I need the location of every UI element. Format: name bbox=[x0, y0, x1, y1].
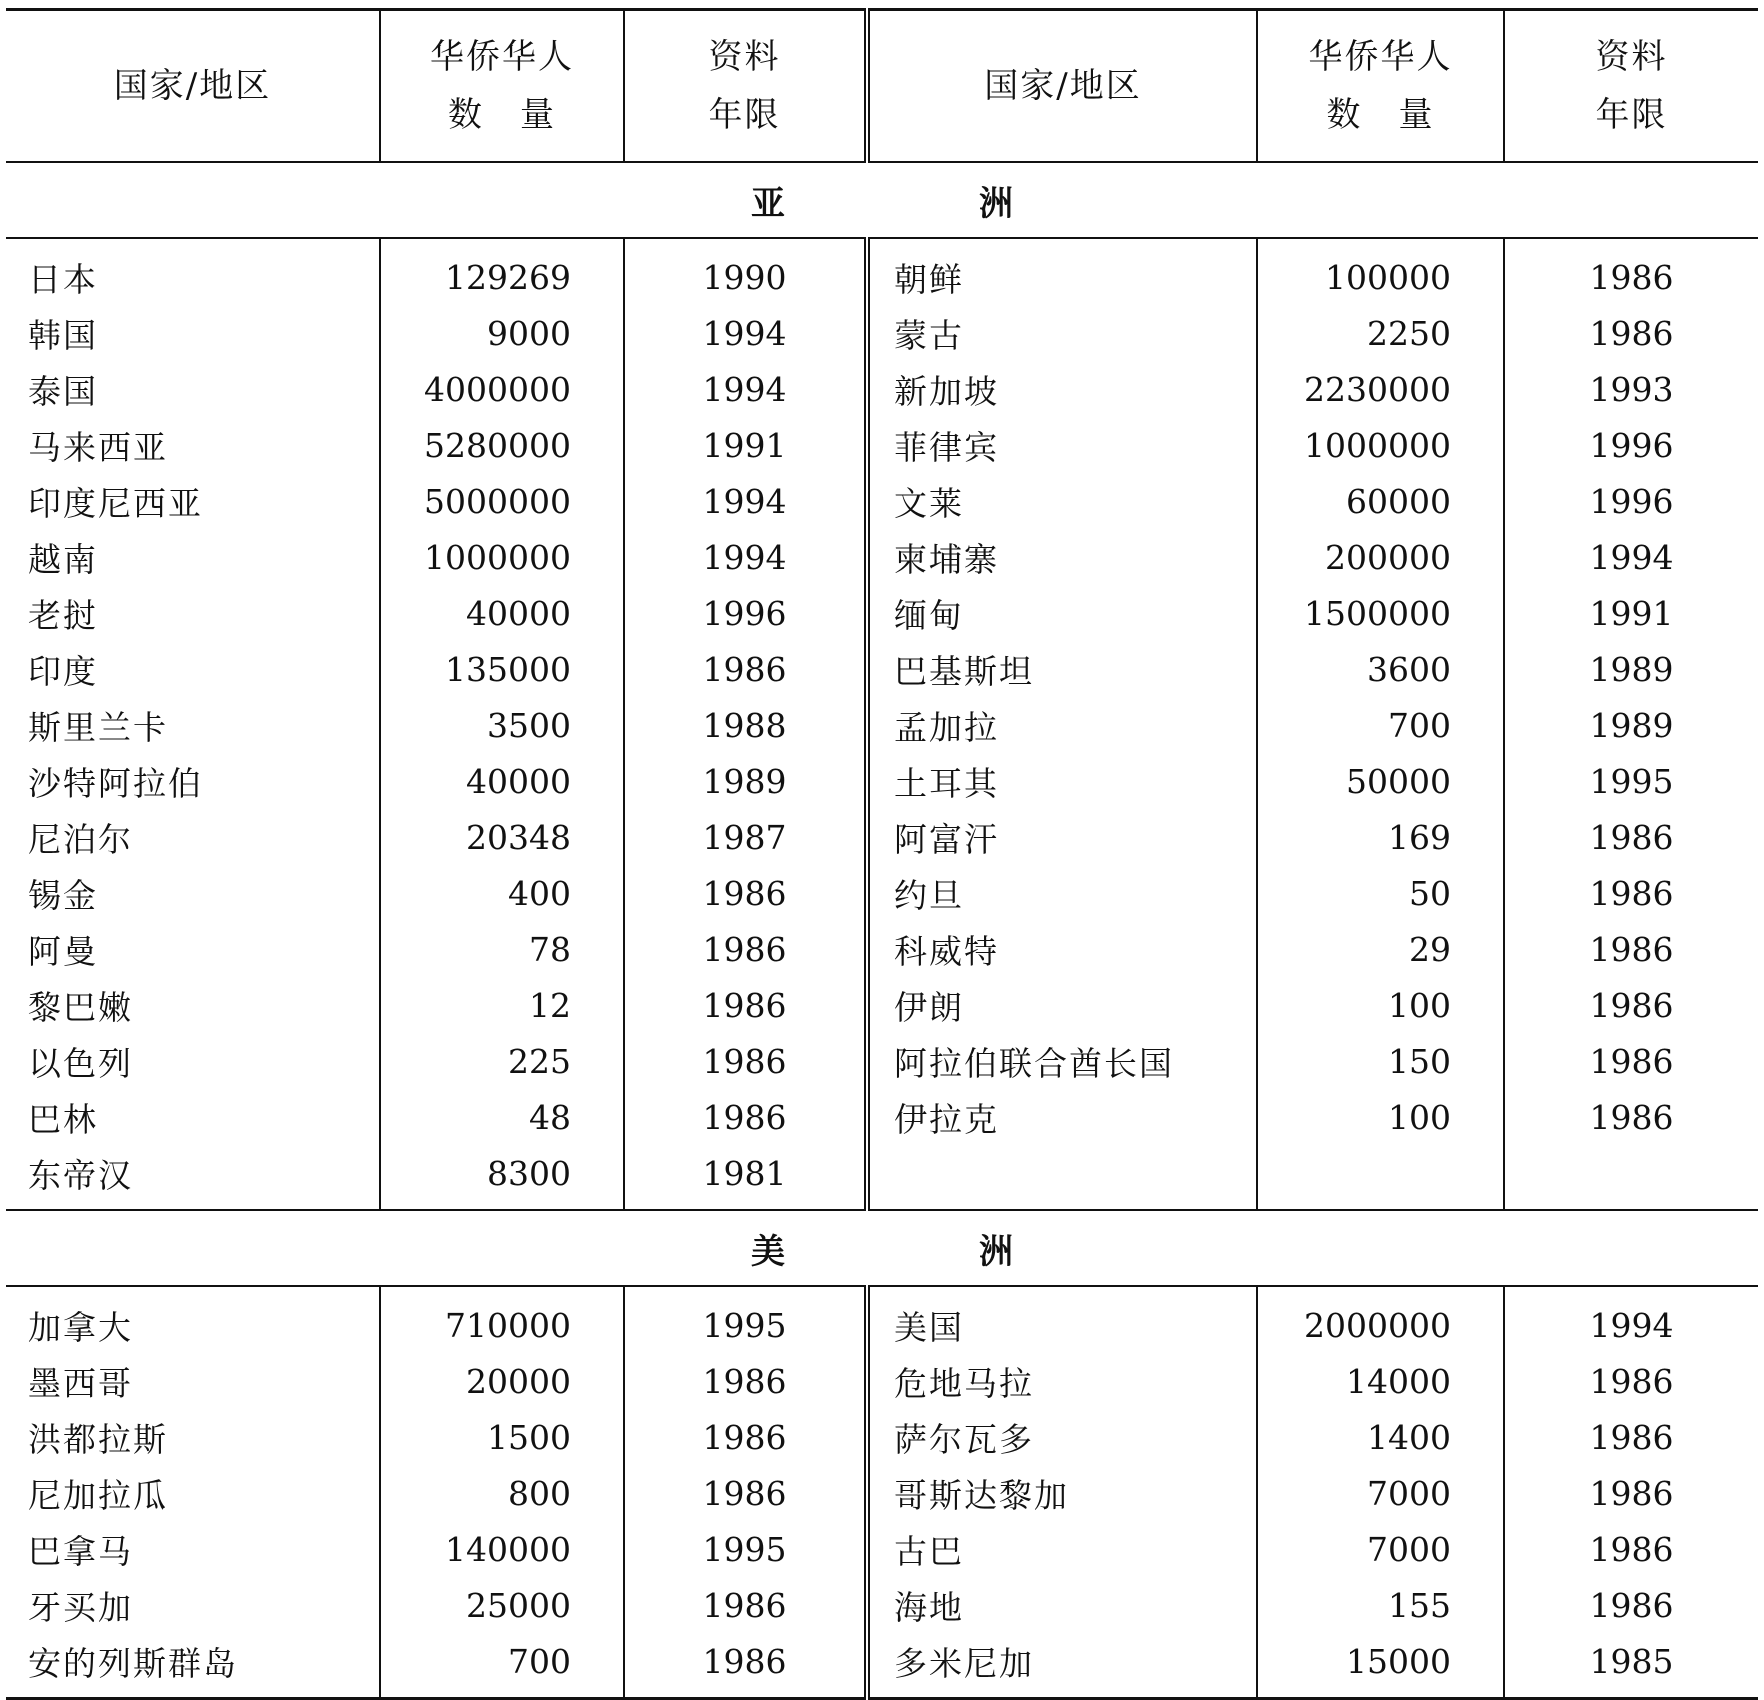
count-cell-left: 225 bbox=[380, 1033, 624, 1089]
year-cell-left: 1986 bbox=[624, 1465, 867, 1521]
header-count-left bbox=[380, 10, 624, 163]
count-cell-right: 50000 bbox=[1257, 753, 1504, 809]
year-cell-right: 1986 bbox=[1504, 305, 1758, 361]
count-cell-left: 12 bbox=[380, 977, 624, 1033]
country-cell-left: 巴拿马 bbox=[28, 1531, 133, 1571]
count-cell-right: 150 bbox=[1257, 1033, 1504, 1089]
year-cell-right bbox=[1504, 1145, 1758, 1210]
table-row bbox=[6, 238, 1758, 305]
year-cell-right: 1989 bbox=[1504, 641, 1758, 697]
country-cell-left: 沙特阿拉伯 bbox=[28, 763, 203, 803]
country-cell-left: 以色列 bbox=[28, 1043, 133, 1083]
header-year-right bbox=[1504, 10, 1758, 163]
year-cell-right: 1986 bbox=[1504, 1089, 1758, 1145]
count-cell-left: 78 bbox=[380, 921, 624, 977]
country-cell-right: 孟加拉 bbox=[867, 697, 1257, 753]
header-year-line1: 资料 bbox=[708, 37, 781, 77]
year-cell-left: 1990 bbox=[624, 238, 867, 305]
count-cell-right: 700 bbox=[1257, 697, 1504, 753]
count-cell-right: 100 bbox=[1257, 1089, 1504, 1145]
country-cell-left: 尼泊尔 bbox=[28, 819, 133, 859]
table-row bbox=[6, 1465, 1758, 1521]
header-year-line1: 资料 bbox=[1595, 37, 1668, 77]
table-row bbox=[6, 1633, 1758, 1699]
table-row bbox=[6, 921, 1758, 977]
year-cell-right: 1991 bbox=[1504, 585, 1758, 641]
year-cell-right: 1995 bbox=[1504, 753, 1758, 809]
year-cell-left: 1981 bbox=[624, 1145, 867, 1210]
count-cell-left: 1500 bbox=[380, 1409, 624, 1465]
year-cell-left: 1994 bbox=[624, 305, 867, 361]
count-cell-left: 20000 bbox=[380, 1353, 624, 1409]
region-title: 美 洲 bbox=[6, 1210, 1758, 1286]
table-row bbox=[6, 585, 1758, 641]
table-row bbox=[6, 305, 1758, 361]
count-cell-right: 3600 bbox=[1257, 641, 1504, 697]
country-cell-right: 柬埔寨 bbox=[867, 529, 1257, 585]
year-cell-right: 1986 bbox=[1504, 1465, 1758, 1521]
count-cell-left: 3500 bbox=[380, 697, 624, 753]
count-cell-left: 1000000 bbox=[380, 529, 624, 585]
year-cell-right: 1996 bbox=[1504, 473, 1758, 529]
table-row bbox=[6, 1145, 1758, 1210]
year-cell-left: 1986 bbox=[624, 921, 867, 977]
country-cell-left: 尼加拉瓜 bbox=[28, 1475, 168, 1515]
header-count-line1: 华侨华人 bbox=[1308, 37, 1453, 77]
year-cell-right: 1993 bbox=[1504, 361, 1758, 417]
country-cell-left: 东帝汉 bbox=[28, 1155, 133, 1195]
table-row bbox=[6, 417, 1758, 473]
year-cell-left: 1996 bbox=[624, 585, 867, 641]
header-count-line2: 数 量 bbox=[1326, 95, 1435, 135]
country-cell-left: 阿曼 bbox=[28, 931, 98, 971]
year-cell-right: 1996 bbox=[1504, 417, 1758, 473]
count-cell-right: 60000 bbox=[1257, 473, 1504, 529]
country-cell-right: 约旦 bbox=[867, 865, 1257, 921]
country-cell-left: 洪都拉斯 bbox=[28, 1419, 168, 1459]
count-cell-left: 40000 bbox=[380, 585, 624, 641]
table-row bbox=[6, 865, 1758, 921]
country-cell-right: 巴基斯坦 bbox=[867, 641, 1257, 697]
table-row bbox=[6, 1521, 1758, 1577]
year-cell-left: 1991 bbox=[624, 417, 867, 473]
year-cell-right: 1985 bbox=[1504, 1633, 1758, 1699]
count-cell-left: 25000 bbox=[380, 1577, 624, 1633]
table-row bbox=[6, 809, 1758, 865]
country-cell-left: 墨西哥 bbox=[28, 1363, 133, 1403]
year-cell-left: 1994 bbox=[624, 361, 867, 417]
country-cell-left: 老挝 bbox=[28, 595, 98, 635]
count-cell-right: 100000 bbox=[1257, 238, 1504, 305]
header-country-left: 国家/地区 bbox=[6, 10, 380, 163]
year-cell-right: 1986 bbox=[1504, 1353, 1758, 1409]
year-cell-left: 1986 bbox=[624, 1409, 867, 1465]
table-row bbox=[6, 1286, 1758, 1353]
count-cell-left: 20348 bbox=[380, 809, 624, 865]
count-cell-right: 1500000 bbox=[1257, 585, 1504, 641]
count-cell-right: 2230000 bbox=[1257, 361, 1504, 417]
year-cell-left: 1995 bbox=[624, 1521, 867, 1577]
year-cell-left: 1986 bbox=[624, 1577, 867, 1633]
table-row bbox=[6, 1577, 1758, 1633]
table-row bbox=[6, 529, 1758, 585]
count-cell-right: 2000000 bbox=[1257, 1286, 1504, 1353]
year-cell-right: 1986 bbox=[1504, 238, 1758, 305]
country-cell-left: 斯里兰卡 bbox=[28, 707, 168, 747]
country-cell-left: 印度尼西亚 bbox=[28, 483, 203, 523]
count-cell-left: 700 bbox=[380, 1633, 624, 1699]
country-cell-right: 阿拉伯联合酋长国 bbox=[867, 1033, 1257, 1089]
year-cell-right: 1986 bbox=[1504, 1577, 1758, 1633]
region-header-row bbox=[6, 162, 1758, 238]
count-cell-left: 140000 bbox=[380, 1521, 624, 1577]
count-cell-right: 1400 bbox=[1257, 1409, 1504, 1465]
table-row bbox=[6, 1033, 1758, 1089]
count-cell-right: 29 bbox=[1257, 921, 1504, 977]
year-cell-left: 1994 bbox=[624, 529, 867, 585]
table-row bbox=[6, 697, 1758, 753]
country-cell-right: 土耳其 bbox=[867, 753, 1257, 809]
country-cell-right: 文莱 bbox=[867, 473, 1257, 529]
country-cell-right: 海地 bbox=[867, 1577, 1257, 1633]
country-cell-left: 巴林 bbox=[28, 1099, 98, 1139]
table-row bbox=[6, 1409, 1758, 1465]
count-cell-right: 1000000 bbox=[1257, 417, 1504, 473]
country-cell-right bbox=[867, 1145, 1257, 1210]
country-cell-left: 泰国 bbox=[28, 371, 98, 411]
country-cell-left: 安的列斯群岛 bbox=[6, 1633, 380, 1699]
header-year-left bbox=[624, 10, 867, 163]
year-cell-right: 1986 bbox=[1504, 809, 1758, 865]
country-cell-right: 多米尼加 bbox=[867, 1633, 1257, 1699]
country-cell-right: 哥斯达黎加 bbox=[867, 1465, 1257, 1521]
count-cell-right: 100 bbox=[1257, 977, 1504, 1033]
count-cell-right: 2250 bbox=[1257, 305, 1504, 361]
header-count-line1: 华侨华人 bbox=[430, 37, 574, 77]
country-cell-right: 缅甸 bbox=[867, 585, 1257, 641]
year-cell-right: 1986 bbox=[1504, 921, 1758, 977]
table-row bbox=[6, 641, 1758, 697]
count-cell-right: 200000 bbox=[1257, 529, 1504, 585]
year-cell-right: 1986 bbox=[1504, 1409, 1758, 1465]
header-count-line2: 数 量 bbox=[448, 95, 556, 135]
country-cell-right: 蒙古 bbox=[867, 305, 1257, 361]
count-cell-right: 155 bbox=[1257, 1577, 1504, 1633]
year-cell-left: 1986 bbox=[624, 1633, 867, 1699]
table-body bbox=[6, 162, 1758, 1699]
table-row bbox=[6, 753, 1758, 809]
country-cell-left: 牙买加 bbox=[28, 1587, 133, 1627]
country-cell-left: 日本 bbox=[28, 259, 98, 299]
country-cell-right: 伊拉克 bbox=[867, 1089, 1257, 1145]
year-cell-right: 1986 bbox=[1504, 865, 1758, 921]
country-cell-left: 越南 bbox=[28, 539, 98, 579]
count-cell-right: 7000 bbox=[1257, 1465, 1504, 1521]
region-title: 亚 洲 bbox=[6, 162, 1758, 238]
count-cell-right: 15000 bbox=[1257, 1633, 1504, 1699]
table-row bbox=[6, 1089, 1758, 1145]
year-cell-left: 1986 bbox=[624, 1353, 867, 1409]
year-cell-left: 1987 bbox=[624, 809, 867, 865]
count-cell-right: 7000 bbox=[1257, 1521, 1504, 1577]
count-cell-left: 4000000 bbox=[380, 361, 624, 417]
count-cell-left: 400 bbox=[380, 865, 624, 921]
year-cell-right: 1986 bbox=[1504, 1521, 1758, 1577]
year-cell-left: 1988 bbox=[624, 697, 867, 753]
country-cell-right: 科威特 bbox=[867, 921, 1257, 977]
count-cell-left: 40000 bbox=[380, 753, 624, 809]
table-row bbox=[6, 361, 1758, 417]
year-cell-right: 1989 bbox=[1504, 697, 1758, 753]
count-cell-right: 169 bbox=[1257, 809, 1504, 865]
country-cell-right: 伊朗 bbox=[867, 977, 1257, 1033]
year-cell-left: 1986 bbox=[624, 1089, 867, 1145]
year-cell-right: 1986 bbox=[1504, 977, 1758, 1033]
year-cell-left: 1986 bbox=[624, 977, 867, 1033]
overseas-chinese-table bbox=[6, 8, 1758, 1700]
year-cell-right: 1994 bbox=[1504, 1286, 1758, 1353]
country-cell-left: 马来西亚 bbox=[28, 427, 168, 467]
region-header-row bbox=[6, 1210, 1758, 1286]
country-cell-left: 黎巴嫩 bbox=[28, 987, 133, 1027]
header-year-line2: 年限 bbox=[1595, 95, 1668, 135]
table-row bbox=[6, 1353, 1758, 1409]
count-cell-left: 710000 bbox=[380, 1286, 624, 1353]
country-cell-right: 萨尔瓦多 bbox=[867, 1409, 1257, 1465]
country-cell-left: 韩国 bbox=[28, 315, 98, 355]
table-row bbox=[6, 473, 1758, 529]
country-cell-left: 加拿大 bbox=[28, 1307, 133, 1347]
count-cell-left: 5000000 bbox=[380, 473, 624, 529]
header-count-right bbox=[1257, 10, 1504, 163]
header-year-line2: 年限 bbox=[708, 95, 781, 135]
country-cell-right: 美国 bbox=[867, 1286, 1257, 1353]
country-cell-right: 菲律宾 bbox=[867, 417, 1257, 473]
year-cell-left: 1986 bbox=[624, 641, 867, 697]
table-row bbox=[6, 977, 1758, 1033]
year-cell-left: 1989 bbox=[624, 753, 867, 809]
country-cell-right: 古巴 bbox=[867, 1521, 1257, 1577]
year-cell-right: 1986 bbox=[1504, 1033, 1758, 1089]
count-cell-left: 8300 bbox=[380, 1145, 624, 1210]
count-cell-left: 9000 bbox=[380, 305, 624, 361]
header-country-right: 国家/地区 bbox=[867, 10, 1257, 163]
header-row bbox=[6, 10, 1758, 163]
count-cell-right bbox=[1257, 1145, 1504, 1210]
count-cell-left: 5280000 bbox=[380, 417, 624, 473]
country-cell-left: 锡金 bbox=[28, 875, 98, 915]
count-cell-left: 129269 bbox=[380, 238, 624, 305]
count-cell-left: 48 bbox=[380, 1089, 624, 1145]
country-cell-right: 朝鲜 bbox=[867, 238, 1257, 305]
year-cell-left: 1994 bbox=[624, 473, 867, 529]
count-cell-left: 800 bbox=[380, 1465, 624, 1521]
year-cell-left: 1986 bbox=[624, 1033, 867, 1089]
country-cell-right: 阿富汗 bbox=[867, 809, 1257, 865]
year-cell-left: 1986 bbox=[624, 865, 867, 921]
count-cell-right: 50 bbox=[1257, 865, 1504, 921]
count-cell-left: 135000 bbox=[380, 641, 624, 697]
count-cell-right: 14000 bbox=[1257, 1353, 1504, 1409]
country-cell-right: 新加坡 bbox=[867, 361, 1257, 417]
year-cell-right: 1994 bbox=[1504, 529, 1758, 585]
country-cell-left: 印度 bbox=[28, 651, 98, 691]
country-cell-right: 危地马拉 bbox=[867, 1353, 1257, 1409]
year-cell-left: 1995 bbox=[624, 1286, 867, 1353]
